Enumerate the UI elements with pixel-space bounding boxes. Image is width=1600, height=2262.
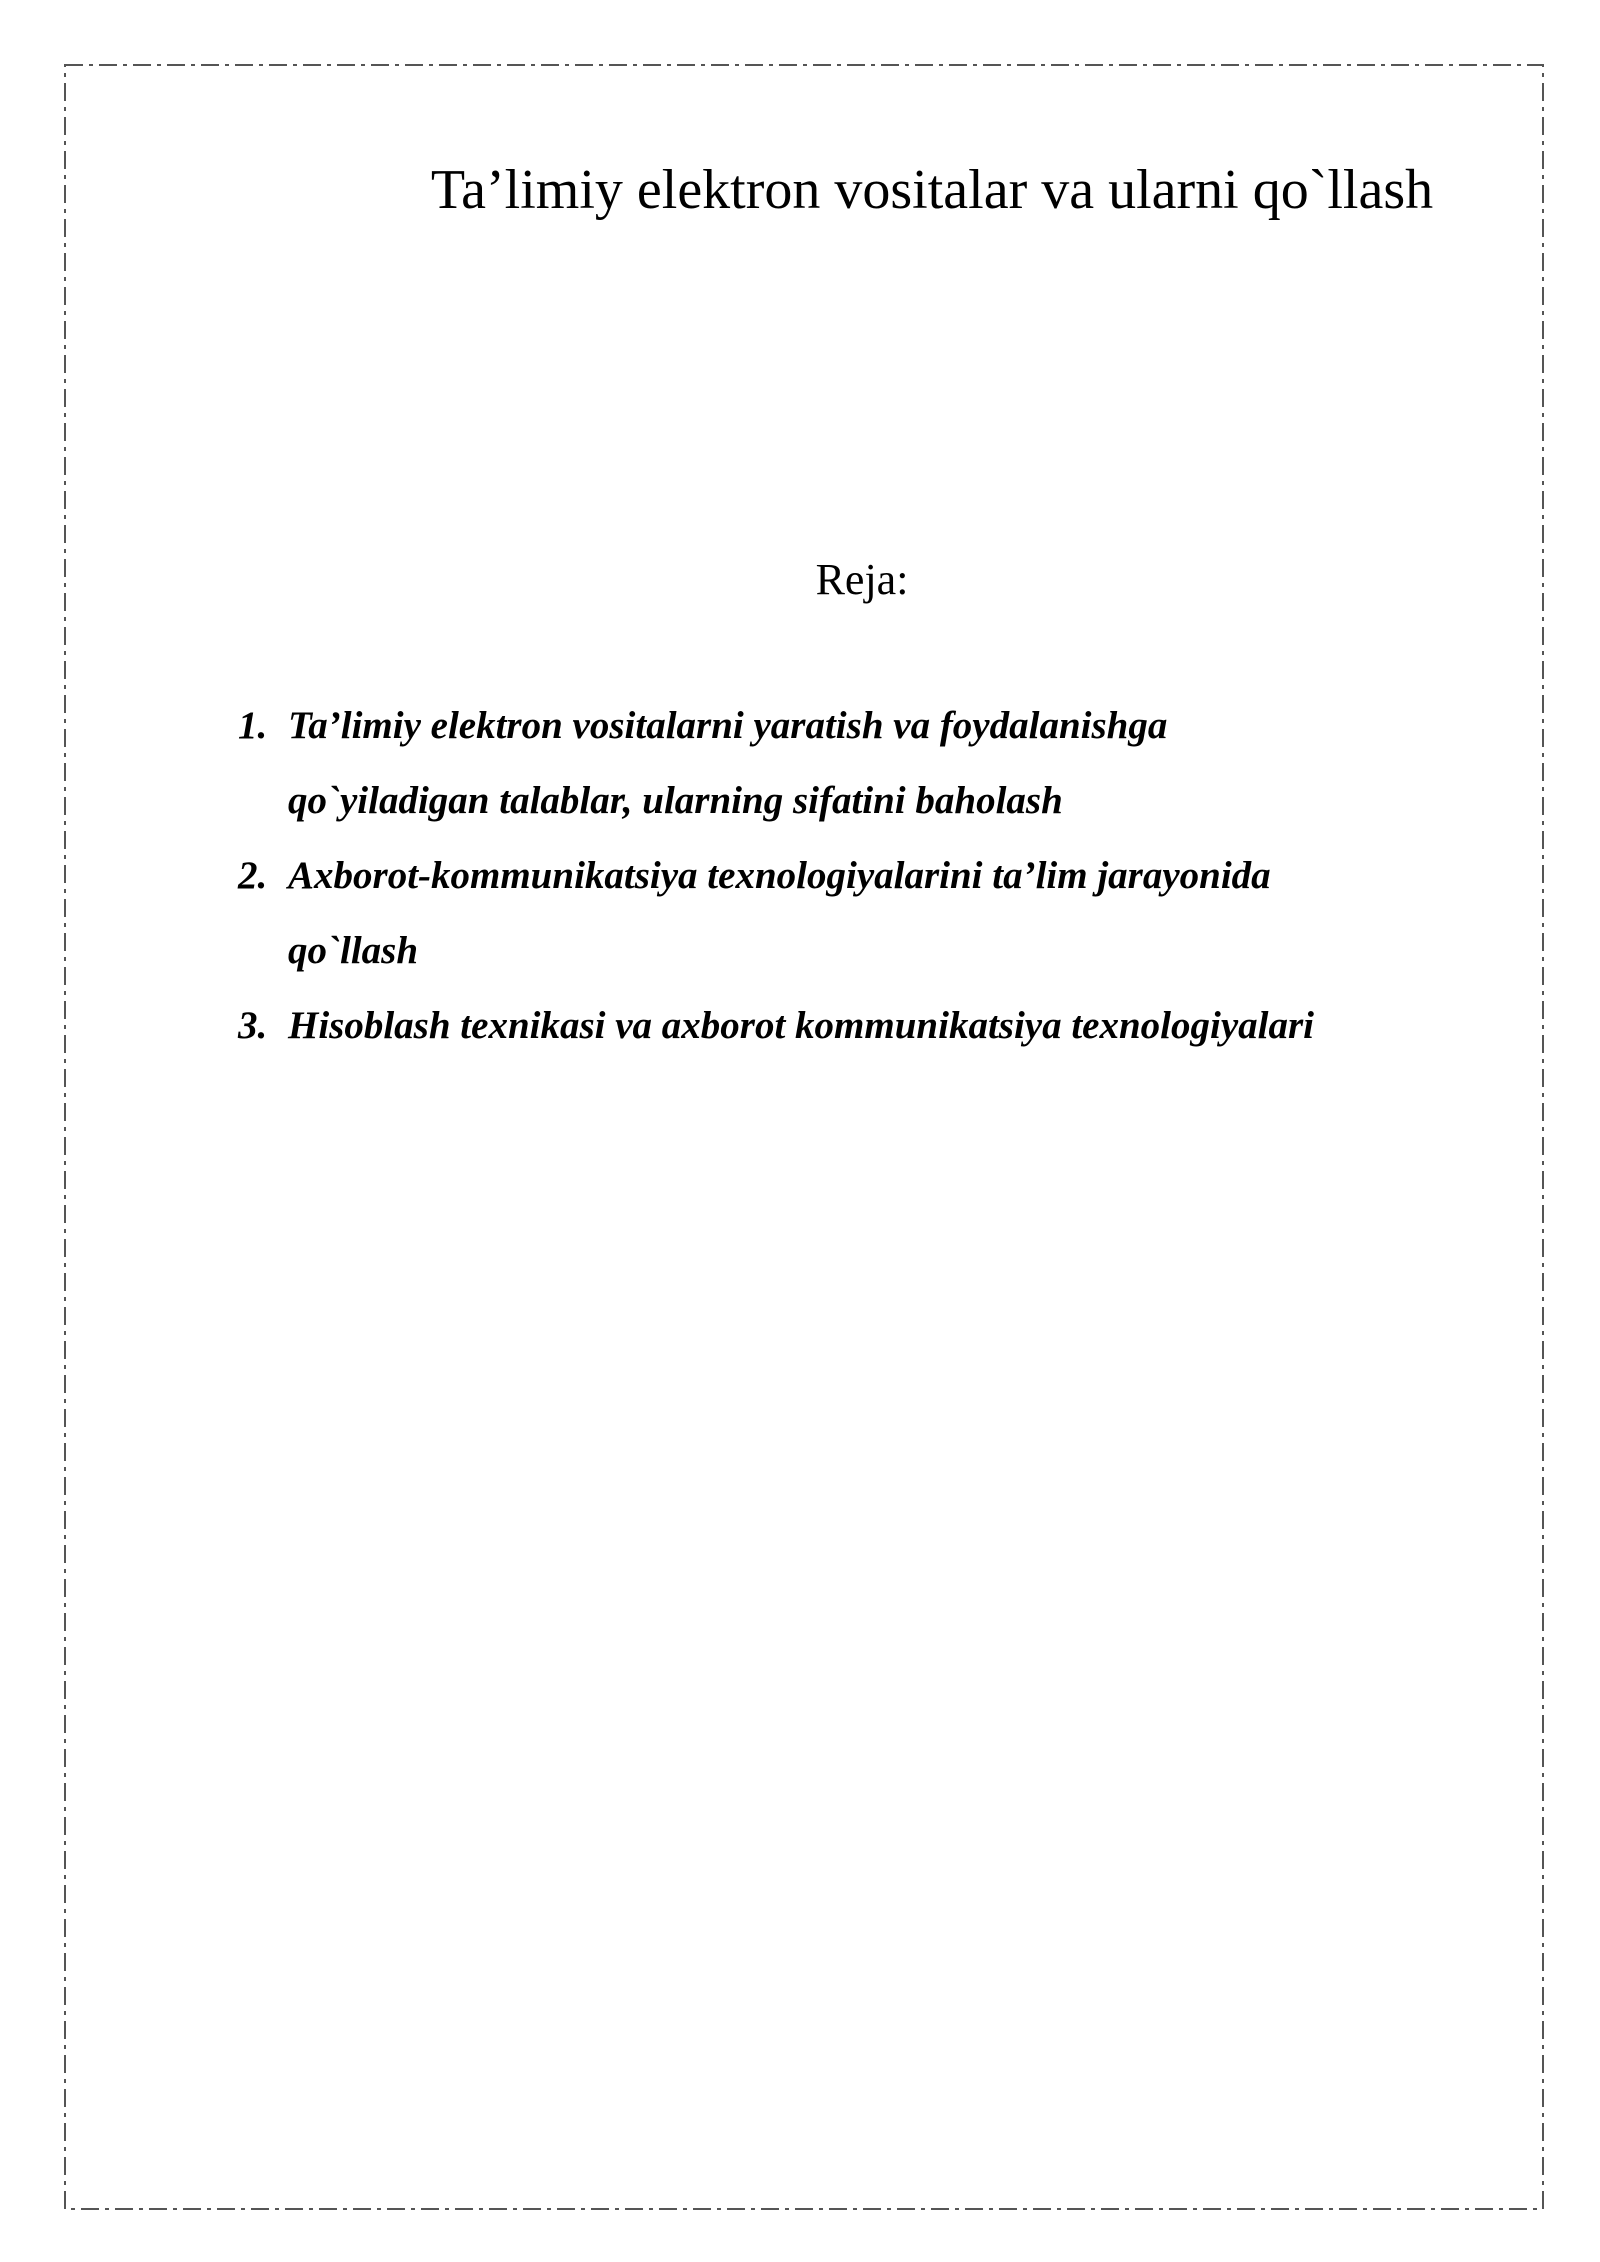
plan-item-2 [238, 838, 1468, 988]
page-border-frame [64, 64, 1544, 2210]
plan-item-number: 1. [238, 704, 268, 747]
plan-item-line: qo`llash [288, 929, 419, 972]
plan-item-number: 3. [238, 1004, 268, 1047]
plan-item-3 [238, 988, 1468, 1063]
plan-item-line: Ta’limiy elektron vositalarni yaratish va foydalanishga [288, 704, 1168, 747]
plan-item-number: 2. [238, 854, 268, 897]
page-border [64, 64, 1544, 2210]
document-title: Ta’limiy elektron vositalar va ularni qo`llash [430, 159, 1434, 221]
plan-item-1 [238, 688, 1468, 838]
plan-heading: Reja: [815, 555, 909, 604]
plan-item-line: Hisoblash texnikasi va axborot kommunikatsiya texnologiyalari [288, 1004, 1315, 1047]
plan-item-line: Axborot-kommunikatsiya texnologiyalarini ta’lim jarayonida [288, 854, 1271, 897]
plan-item-line: qo`yiladigan talablar, ularning sifatini baholash [288, 779, 1063, 822]
plan-list [238, 688, 1468, 1063]
